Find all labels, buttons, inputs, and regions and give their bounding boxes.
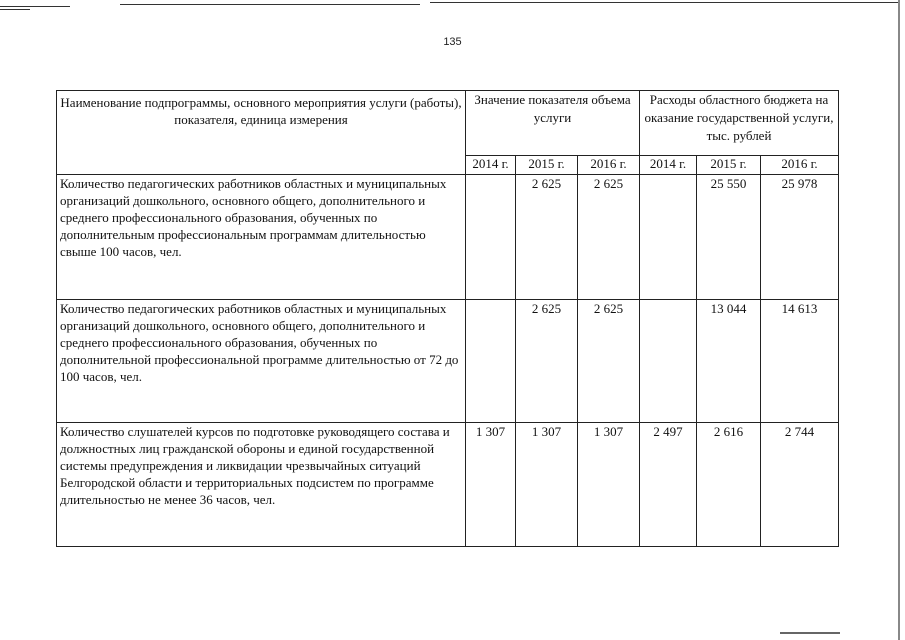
- value-volume-2014: [466, 300, 516, 423]
- row-indicator-name: Количество педагогических работников областных и муниципальных организаций дошкольного, основного общего, дополнительного и среднего профессионального образования, обученных по дополнительным профессиональным программам длительностью свыше 100 часов, чел.: [57, 175, 466, 300]
- value-volume-2014: 1 307: [466, 423, 516, 547]
- value-expense-2014: [640, 300, 697, 423]
- value-volume-2015: 1 307: [516, 423, 578, 547]
- value-expense-2015: 25 550: [697, 175, 761, 300]
- scan-bottom-mark: [780, 632, 840, 634]
- value-expense-2016: 25 978: [761, 175, 839, 300]
- value-expense-2014: 2 497: [640, 423, 697, 547]
- value-volume-2015: 2 625: [516, 300, 578, 423]
- value-volume-2015: 2 625: [516, 175, 578, 300]
- row-indicator-name: Количество педагогических работников областных и муниципальных организаций дошкольного, основного общего, дополнительного и среднего профессионального образования, обученных по дополнительной профессиональной программе длительностью от 72 до 100 часов, чел.: [57, 300, 466, 423]
- header-expense-group: Расходы областного бюджета на оказание государственной услуги, тыс. рублей: [640, 91, 839, 156]
- table-row: [57, 300, 839, 423]
- value-expense-2016: 2 744: [761, 423, 839, 547]
- header-row-groups: [57, 91, 839, 156]
- header-year-expense-2014: 2014 г.: [640, 156, 697, 175]
- scan-right-border: [898, 0, 900, 640]
- value-volume-2016: 2 625: [578, 300, 640, 423]
- value-expense-2015: 13 044: [697, 300, 761, 423]
- header-year-expense-2016: 2016 г.: [761, 156, 839, 175]
- header-name-column: Наименование подпрограммы, основного мероприятия услуги (работы), показателя, единица измерения: [57, 91, 466, 175]
- value-expense-2015: 2 616: [697, 423, 761, 547]
- value-volume-2016: 2 625: [578, 175, 640, 300]
- table-row: [57, 423, 839, 547]
- header-year-volume-2016: 2016 г.: [578, 156, 640, 175]
- value-volume-2014: [466, 175, 516, 300]
- page-number: 135: [443, 36, 462, 48]
- header-year-volume-2015: 2015 г.: [516, 156, 578, 175]
- value-volume-2016: 1 307: [578, 423, 640, 547]
- row-indicator-name: Количество слушателей курсов по подготовке руководящего состава и должностных лиц гражданской обороны и единой государственной системы предупреждения и ликвидации чрезвычайных ситуаций Белгородской области и территориальных подсистем по программе длительностью не менее 36 часов, чел.: [57, 423, 466, 547]
- value-expense-2014: [640, 175, 697, 300]
- header-volume-group: Значение показателя объема услуги: [466, 91, 640, 156]
- value-expense-2016: 14 613: [761, 300, 839, 423]
- header-year-expense-2015: 2015 г.: [697, 156, 761, 175]
- scan-top-border: [0, 2, 905, 10]
- services-table: [56, 90, 839, 547]
- table-row: [57, 175, 839, 300]
- header-year-volume-2014: 2014 г.: [466, 156, 516, 175]
